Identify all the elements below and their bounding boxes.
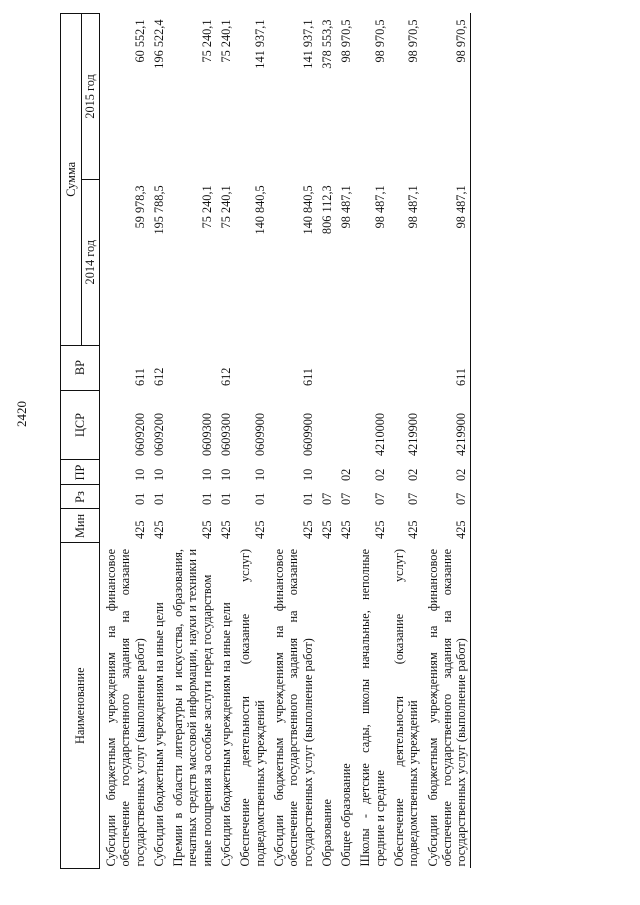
row-pr: 10: [199, 468, 214, 481]
row-pr: 02: [372, 468, 387, 481]
table-row: [234, 14, 268, 869]
row-name: Субсидии бюджетным учреждениям на иные цели: [151, 602, 166, 867]
row-min: 425: [151, 520, 166, 539]
row-min: 425: [300, 520, 315, 539]
row-2014: 806 112,3: [319, 185, 334, 235]
row-csr: 0609900: [252, 412, 267, 456]
row-rz: 01: [252, 492, 267, 505]
row-vr: [234, 345, 268, 390]
row-2014: 140 840,5: [300, 185, 315, 235]
page-number: 2420: [14, 401, 29, 427]
table-row: [316, 14, 335, 869]
row-name: Субсидии бюджетным учреждениям на финансовое обеспечение государственного задания на оказание государственных услуг (выполнение работ): [104, 548, 147, 867]
table-row: [268, 14, 316, 869]
header-vr: ВР: [61, 345, 100, 390]
table-row: [100, 14, 148, 869]
row-csr: 0609900: [300, 412, 315, 456]
row-min: 425: [339, 520, 354, 539]
row-rz: 07: [422, 485, 470, 509]
row-rz: 07: [339, 492, 354, 505]
row-name: Общее образование: [339, 763, 354, 867]
row-name: Субсидии бюджетным учреждениям на финансовое обеспечение государственного задания на оказание государственных услуг (выполнение работ): [422, 543, 470, 869]
row-name: Субсидии бюджетным учреждениям на иные цели: [219, 602, 234, 867]
table-row: [148, 14, 167, 869]
row-2015: 98 970,5: [372, 19, 387, 63]
row-min: 425: [319, 520, 334, 539]
row-vr: [335, 345, 354, 390]
row-2015: 378 553,3: [319, 19, 334, 69]
row-vr: 611: [132, 368, 147, 387]
row-name: Субсидии бюджетным учреждениям на финансовое обеспечение государственного задания на оказание государственных услуг (выполнение работ): [271, 548, 315, 867]
row-rz: 07: [406, 492, 421, 505]
row-name: Обеспечение деятельности (оказание услуг) подведомственных учреждений: [392, 548, 421, 867]
row-2014: 59 978,3: [132, 185, 147, 229]
row-2014: 140 840,5: [252, 185, 267, 235]
row-vr: [316, 345, 335, 390]
table-row: [422, 14, 470, 869]
row-2014: 98 487,1: [422, 179, 470, 345]
header-2014: 2014 год: [82, 179, 100, 345]
row-rz: 07: [372, 492, 387, 505]
row-2015: 141 937,1: [252, 19, 267, 69]
row-vr: [167, 345, 215, 390]
header-pr: ПР: [61, 460, 100, 485]
header-csr: ЦСР: [61, 390, 100, 460]
header-rz: Рз: [61, 485, 100, 509]
table-row: [354, 14, 388, 869]
row-csr: 0609200: [151, 412, 166, 456]
row-2014: 75 240,1: [219, 185, 234, 229]
row-2015: 98 970,5: [406, 19, 421, 63]
row-2015: 75 240,1: [219, 19, 234, 63]
table-row: [215, 14, 234, 869]
row-rz: 01: [132, 492, 147, 505]
row-pr: 10: [151, 468, 166, 481]
row-name: Школы - детские сады, школы начальные, неполные средние и средние: [358, 548, 387, 867]
row-min: 425: [132, 520, 147, 539]
row-name: Образование: [319, 799, 334, 867]
row-2014: 98 487,1: [406, 185, 421, 229]
row-vr: [354, 345, 388, 390]
header-sum: Сумма: [61, 14, 82, 346]
row-vr: [388, 345, 422, 390]
header-min: Мин: [61, 509, 100, 543]
row-2014: 195 788,5: [151, 185, 166, 235]
row-pr: [316, 460, 335, 485]
row-pr: 10: [219, 468, 234, 481]
row-2014: 98 487,1: [372, 185, 387, 229]
row-csr: 0609300: [199, 412, 214, 456]
row-pr: 10: [132, 468, 147, 481]
row-pr: 02: [339, 468, 354, 481]
row-min: 425: [422, 509, 470, 543]
row-vr: 611: [422, 345, 470, 390]
table-row: [167, 14, 215, 869]
row-2015: 98 970,5: [422, 14, 470, 180]
header-2015: 2015 год: [82, 14, 100, 180]
row-csr: 4219900: [406, 412, 421, 456]
row-csr: 0609300: [219, 412, 234, 456]
row-rz: 07: [319, 492, 334, 505]
row-vr: 611: [300, 368, 315, 387]
header-name: Наименование: [61, 543, 100, 869]
table-row: [388, 14, 422, 869]
row-2015: 141 937,1: [300, 19, 315, 69]
table-row: [335, 14, 354, 869]
row-min: 425: [199, 520, 214, 539]
row-2015: 98 970,5: [339, 19, 354, 63]
row-csr: [316, 390, 335, 460]
row-min: 425: [372, 520, 387, 539]
row-pr: 10: [252, 468, 267, 481]
row-rz: 01: [300, 492, 315, 505]
row-pr: 10: [300, 468, 315, 481]
row-name: Премии в области литературы и искусства, образования, печатных средств массовой информации, науки и техники и иные поощрения за особые заслуги перед государством: [171, 548, 214, 867]
row-2015: 75 240,1: [199, 19, 214, 63]
row-csr: [335, 390, 354, 460]
row-vr: 612: [151, 367, 166, 387]
row-min: 425: [406, 520, 421, 539]
row-2014: 75 240,1: [199, 185, 214, 229]
row-min: 425: [219, 520, 234, 539]
row-csr: 0609200: [132, 412, 147, 456]
row-rz: 01: [199, 492, 214, 505]
row-pr: 02: [422, 460, 470, 485]
budget-table: [60, 13, 471, 869]
row-rz: 01: [219, 492, 234, 505]
row-csr: 4219900: [422, 390, 470, 460]
row-rz: 01: [151, 492, 166, 505]
row-name: Обеспечение деятельности (оказание услуг) подведомственных учреждений: [238, 548, 267, 867]
row-pr: 02: [406, 468, 421, 481]
row-2015: 60 552,1: [132, 19, 147, 63]
row-min: 425: [252, 520, 267, 539]
row-2015: 196 522,4: [151, 19, 166, 69]
row-csr: 4210000: [372, 412, 387, 456]
row-2014: 98 487,1: [339, 185, 354, 229]
row-vr: 612: [219, 367, 234, 387]
